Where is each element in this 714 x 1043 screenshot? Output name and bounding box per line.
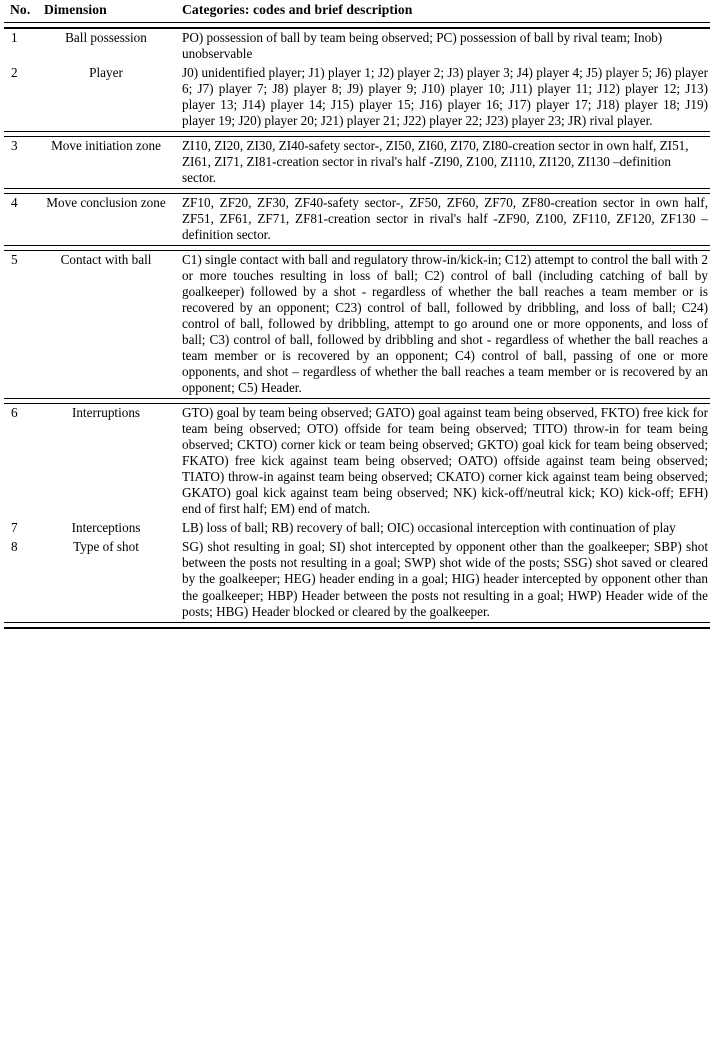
row-number: 7 (11, 520, 18, 536)
row-number: 2 (11, 64, 18, 80)
table-row (4, 538, 710, 622)
table-body (4, 28, 710, 628)
row-categories: J0) unidentified player; J1) player 1; J2) player 2; J3) player 3; J4) player 4; J5) player 5; J6) player 6; J7) player 7; J8) player 8; J9) player 9; J10) player 10; J11) player 11; J12) player 12; J13) player 13; J14) player 14; J15) player 15; J16) player 16; J17) player 17; J18) player 18; J19) player 19; J20) player 20; J21) player 21; J22) player 22; J23) player 23; JR) rival player. (182, 64, 708, 128)
column-header-categories: Categories: codes and brief description (182, 2, 413, 17)
table-row (4, 136, 710, 188)
row-categories: SG) shot resulting in goal; SI) shot intercepted by opponent other than the goalkeeper; SBP) shot between the posts not resulting in a goal; SWP) shot wide of the posts; SSG) shot saved or cleared by the goalkeeper; HEG) header ending in a goal; HIG) header intercepted by opponent other than the goalkeeper; HBP) Header between the posts not resulting in a goal; HWP) Header wide of the posts; HBG) Header blocked or cleared by the goalkeeper. (182, 539, 708, 619)
row-categories: LB) loss of ball; RB) recovery of ball; OIC) occasional interception with continuation of play (182, 520, 676, 536)
row-dimension: Player (89, 64, 123, 80)
row-dimension: Type of shot (73, 539, 139, 555)
table-row (4, 28, 710, 64)
row-number: 8 (11, 539, 18, 555)
row-categories: GTO) goal by team being observed; GATO) goal against team being observed, FKTO) free kick for team being observed; OTO) offside for team being observed; TITO) throw-in for team being observed; CKTO) corner kick or team being observed; GKTO) goal kick for team being observed; FKATO) free kick against team being observed; OATO) offside against team being observed; TIATO) throw-in against team being observed; CKATO) corner kick against team being observed; GKATO) goal kick against team being observed; NK) kick-off/neutral kick; KO) kick-off; EFH) end of first half; EM) end of match. (182, 405, 708, 517)
table-header (4, 0, 710, 28)
table-row (4, 250, 710, 398)
table-row (4, 64, 710, 132)
row-dimension: Move conclusion zone (46, 194, 166, 210)
table-row (4, 404, 710, 520)
row-categories: ZF10, ZF20, ZF30, ZF40-safety sector-, ZF50, ZF60, ZF70, ZF80-creation sector in own half, ZF51, ZF61, ZF71, ZF81-creation sector in rival's half -ZF90, Z100, ZF110, ZF120, ZF130 –definition sector. (182, 194, 708, 242)
row-number: 1 (11, 29, 18, 45)
row-categories: C1) single contact with ball and regulatory throw-in/kick-in; C12) attempt to control the ball with 2 or more touches resulting in loss of ball; C2) control of ball (including catching of ball by goalkeeper) followed by a shot - regardless of whether the ball reaches a team member or is recovered by an opponent; C23) control of ball, followed by dribbling, and loss of ball; C24) control of ball, followed by dribbling, attempt to go around one or more opponents, and loss of ball; C3) control of ball, followed by dribbling and shot - regardless of whether the ball reaches a team member or is recovered by an opponent; C4) control of ball, passing of one or more opponents, and shot – regardless of whether the ball reaches a team member or is recovered by an opponent; C5) Header. (182, 251, 708, 396)
column-header-no: No. (10, 2, 31, 17)
column-header-dimension: Dimension (44, 2, 107, 17)
table-row (4, 193, 710, 245)
row-categories: ZI10, ZI20, ZI30, ZI40-safety sector-, ZI50, ZI60, ZI70, ZI80-creation sector in own half, ZI51, ZI61, ZI71, ZI81-creation sector in rival's half -ZI90, Z100, ZI110, ZI120, ZI130 –definition sector. (182, 137, 689, 185)
row-number: 5 (11, 251, 18, 267)
row-dimension: Interceptions (71, 520, 141, 536)
row-dimension: Interruptions (71, 405, 141, 421)
row-number: 3 (11, 137, 18, 153)
table-bottom-rule (4, 622, 710, 628)
observation-categories-table (4, 0, 710, 629)
row-number: 6 (11, 405, 18, 421)
row-dimension: Ball possession (65, 29, 147, 45)
row-number: 4 (11, 194, 18, 210)
header-row (4, 0, 710, 22)
table-row (4, 519, 710, 538)
row-categories: PO) possession of ball by team being observed; PC) possession of ball by rival team; Inob) unobservable (182, 29, 663, 61)
row-dimension: Contact with ball (60, 251, 152, 267)
row-dimension: Move initiation zone (51, 137, 161, 153)
